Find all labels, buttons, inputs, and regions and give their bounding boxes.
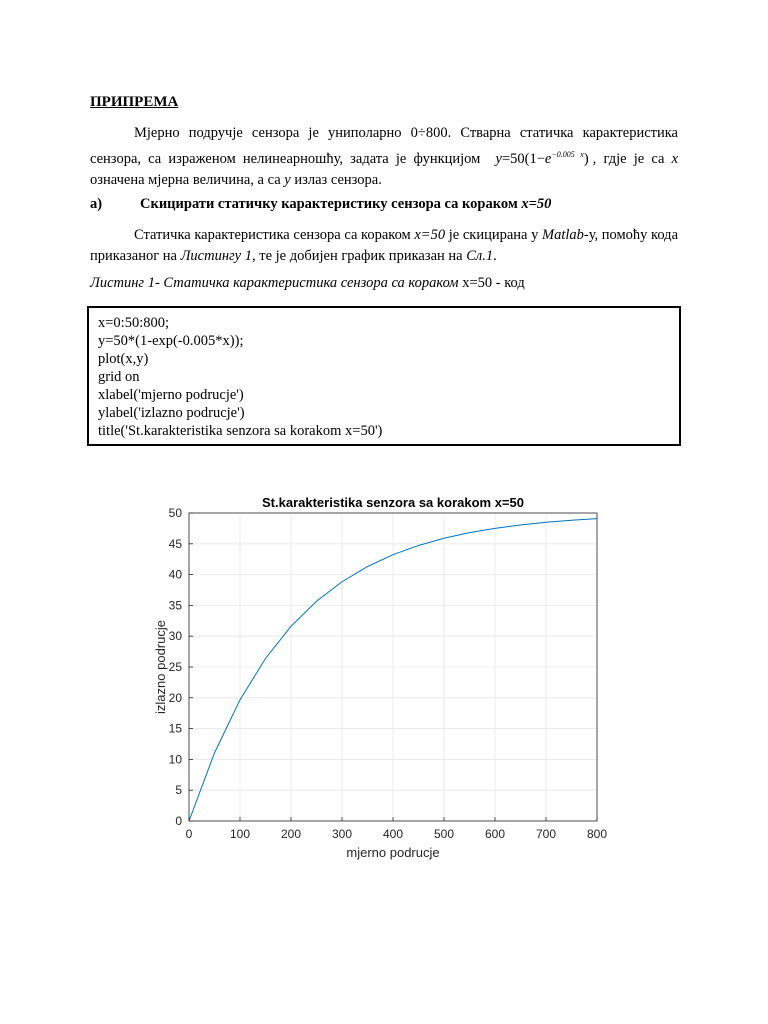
y-tick-label: 45 <box>168 536 182 551</box>
description-paragraph: Статичка карактеристика сензора са кораком x=50 је скицирана у Matlab-у, помоћу кода приказаног на Листингу 1, те је добијен график приказан на Сл.1. <box>90 227 678 264</box>
section-heading: ПРИПРЕМА <box>90 94 179 110</box>
matlab-ref: Matlab <box>541 227 584 243</box>
listing-caption <box>90 275 525 292</box>
intro-text-1: Мјерно подручје сензора је униполарно 0÷800. Стварна статичка карактеристика сензора, са израженом нелинеарношћу, задата је функцијом <box>90 125 678 167</box>
y-axis-label: izlazno podrucje <box>153 620 168 714</box>
x-tick-label: 800 <box>586 827 608 841</box>
y-tick-label: 50 <box>168 506 182 520</box>
code-line: y=50*(1-exp(-0.005*x)); <box>98 333 244 349</box>
function-formula: $y=50(1-e^{-0.005 x})$ <box>495 150 589 167</box>
x-tick-label: 100 <box>229 827 251 841</box>
chart-title: St.karakteristika senzora sa korakom x=50 <box>262 495 524 510</box>
y-tick-label: 5 <box>175 783 182 798</box>
x-tick-label: 300 <box>331 827 353 841</box>
code-line: plot(x,y) <box>98 351 149 367</box>
y-tick-label: 40 <box>168 567 182 582</box>
intro-text-4: излаз сензора. <box>290 171 382 188</box>
x-tick-label: 0 <box>185 827 193 841</box>
code-line: grid on <box>98 369 140 385</box>
x-tick-label: 500 <box>433 827 455 841</box>
task-a-text: Скицирати статичку карактеристику сензора са кораком <box>140 196 522 212</box>
figure-ref: Сл.1 <box>466 248 494 264</box>
code-line: title('St.karakteristika senzora sa korakom x=50') <box>98 423 383 439</box>
listing-caption-italic: Листинг 1- Статичка карактеристика сензора са кораком <box>90 275 459 291</box>
intro-paragraph <box>90 123 678 191</box>
x-tick-label: 700 <box>535 827 557 841</box>
intro-var-x: x <box>671 150 678 167</box>
code-listing <box>87 306 681 446</box>
y-tick-label: 35 <box>168 598 182 613</box>
intro-var-y: y <box>284 171 291 188</box>
sensor-characteristic-chart <box>130 488 630 868</box>
y-tick-label: 20 <box>168 690 182 705</box>
y-tick-label: 30 <box>168 629 182 644</box>
x-tick-label: 600 <box>484 827 506 841</box>
code-line: x=0:50:800; <box>98 315 170 331</box>
description-step: x=50 <box>414 227 446 243</box>
intro-text-2: , гдје је са <box>592 150 665 167</box>
task-a-step: x=50 <box>521 196 552 212</box>
y-tick-label: 15 <box>168 721 182 736</box>
y-tick-label: 25 <box>168 660 182 674</box>
x-tick-label: 400 <box>382 827 404 841</box>
code-line: xlabel('mjerno podrucje') <box>98 387 244 403</box>
listing-caption-rest: x=50 - код <box>458 275 525 291</box>
y-tick-label: 0 <box>175 814 182 828</box>
x-tick-label: 200 <box>280 827 302 841</box>
task-a-heading <box>90 196 551 213</box>
task-a-label: a) <box>90 196 103 212</box>
x-axis-label: mjerno podrucje <box>346 845 440 860</box>
intro-text-3: означена мјерна величина, а са <box>90 171 285 188</box>
code-line: ylabel('izlazno podrucje') <box>98 405 245 421</box>
listing-ref: Листингу 1 <box>180 248 252 264</box>
y-tick-label: 10 <box>168 752 182 767</box>
